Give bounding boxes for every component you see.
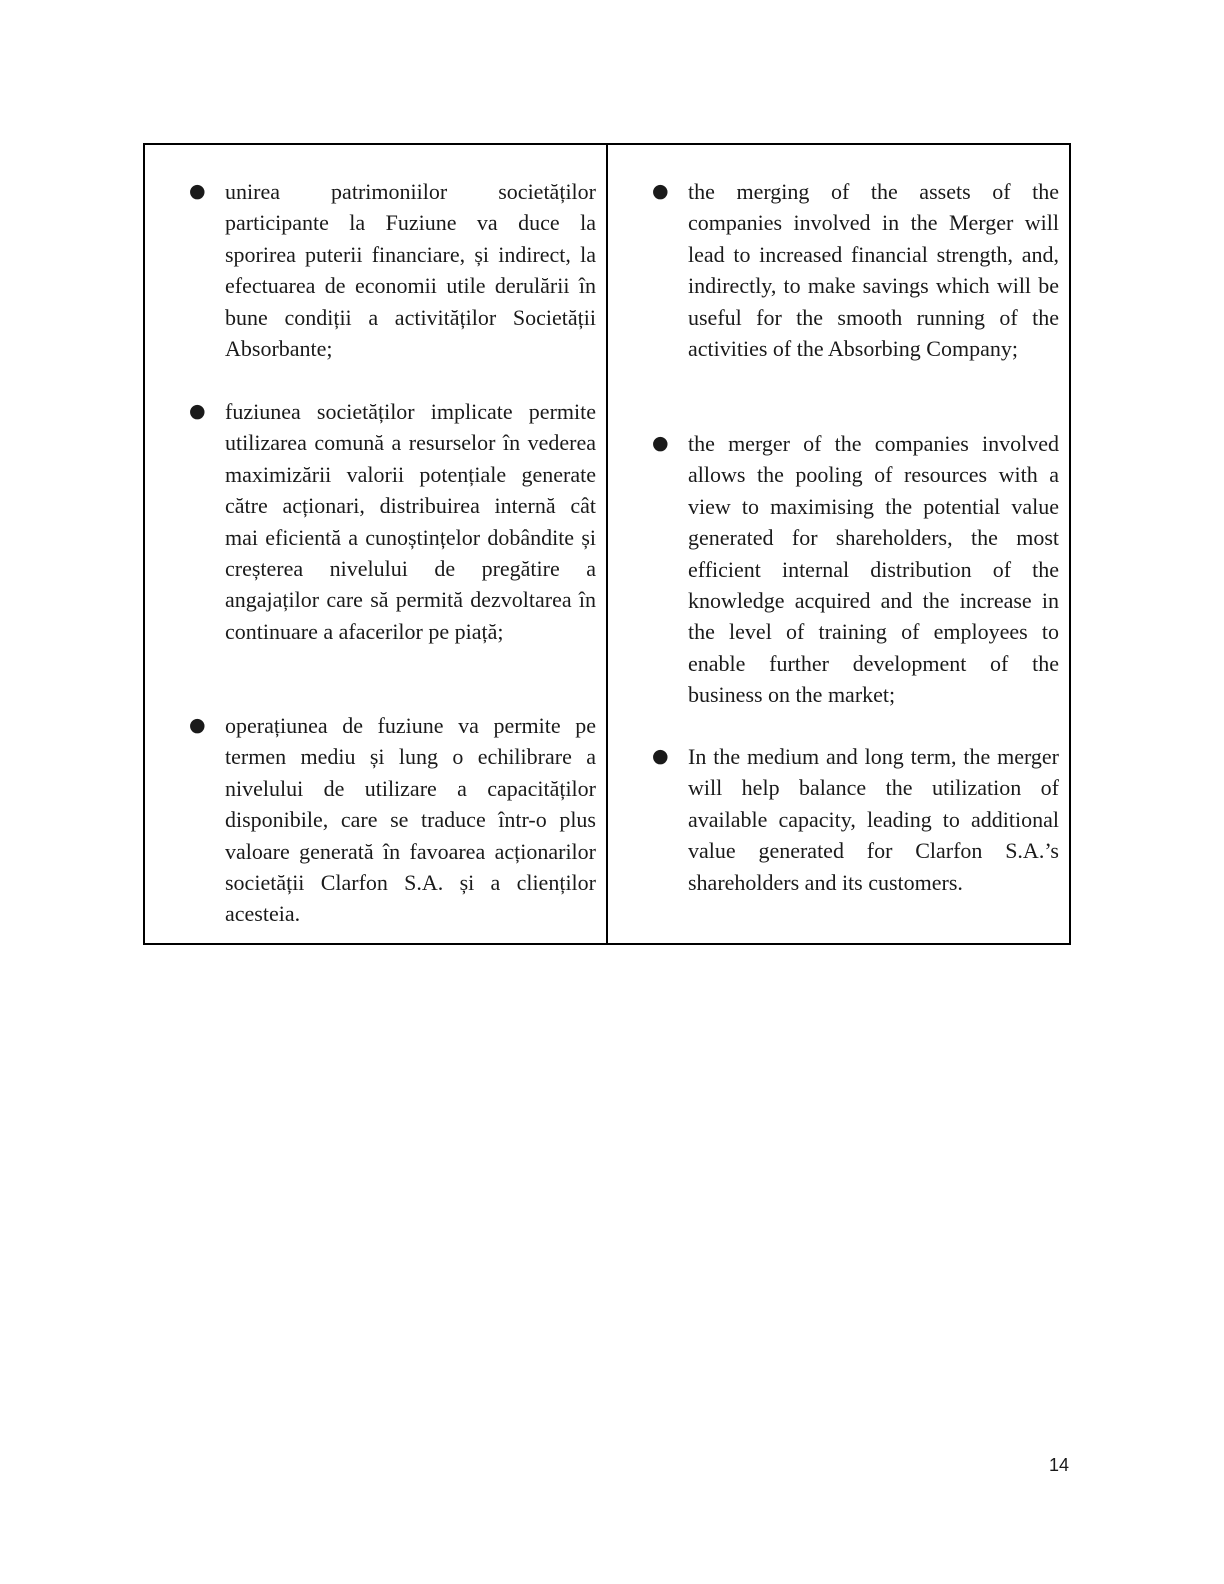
bullet-icon: ● — [652, 745, 669, 767]
bullet-text: unirea patrimoniilor societăților participante la Fuziune va duce la sporirea puterii financiare, și indirect, la efectuarea de economii utile derulării în bune condiții a activităților Societății Absorbante; — [225, 179, 596, 362]
bullet-text: fuziunea societăților implicate permite utilizarea comună a resurselor în vederea maximizării valorii potențiale generate către acționari, distribuirea internă cât mai eficientă a cunoștințelor dobândite și creșterea nivelului de pregătire a angajaților care să permită dezvoltarea în continuare a afacerilor pe piață; — [225, 399, 596, 644]
bullet-text: the merger of the companies involved allows the pooling of resources with a view to maximising the potential value generated for shareholders, the most efficient internal distribution of the knowledge acquired and the increase in the level of training of employees to enable further development of the business on the market; — [688, 431, 1059, 708]
romanian-column — [145, 145, 608, 943]
bullet-icon: ● — [652, 180, 669, 202]
bilingual-table — [143, 143, 1071, 945]
bullet-icon: ● — [652, 432, 669, 454]
bullet-text: In the medium and long term, the merger will help balance the utilization of available capacity, leading to additional value generated for Clarfon S.A.’s shareholders and its customers. — [688, 744, 1059, 895]
bullet-text: operațiunea de fuziune va permite pe termen mediu și lung o echilibrare a nivelului de utilizare a capacităților disponibile, care se traduce într-o plus valoare generată în favoarea acționarilor societății Clarfon S.A. și a clienților acesteia. — [225, 713, 596, 927]
english-column — [608, 145, 1069, 943]
bullet-icon: ● — [189, 400, 206, 422]
bullet-icon: ● — [189, 180, 206, 202]
bullet-icon: ● — [189, 714, 206, 736]
bullet-text: the merging of the assets of the companies involved in the Merger will lead to increased financial strength, and, indirectly, to make savings which will be useful for the smooth running of the activities of the Absorbing Company; — [688, 179, 1059, 362]
page-number: 14 — [1048, 1455, 1069, 1475]
